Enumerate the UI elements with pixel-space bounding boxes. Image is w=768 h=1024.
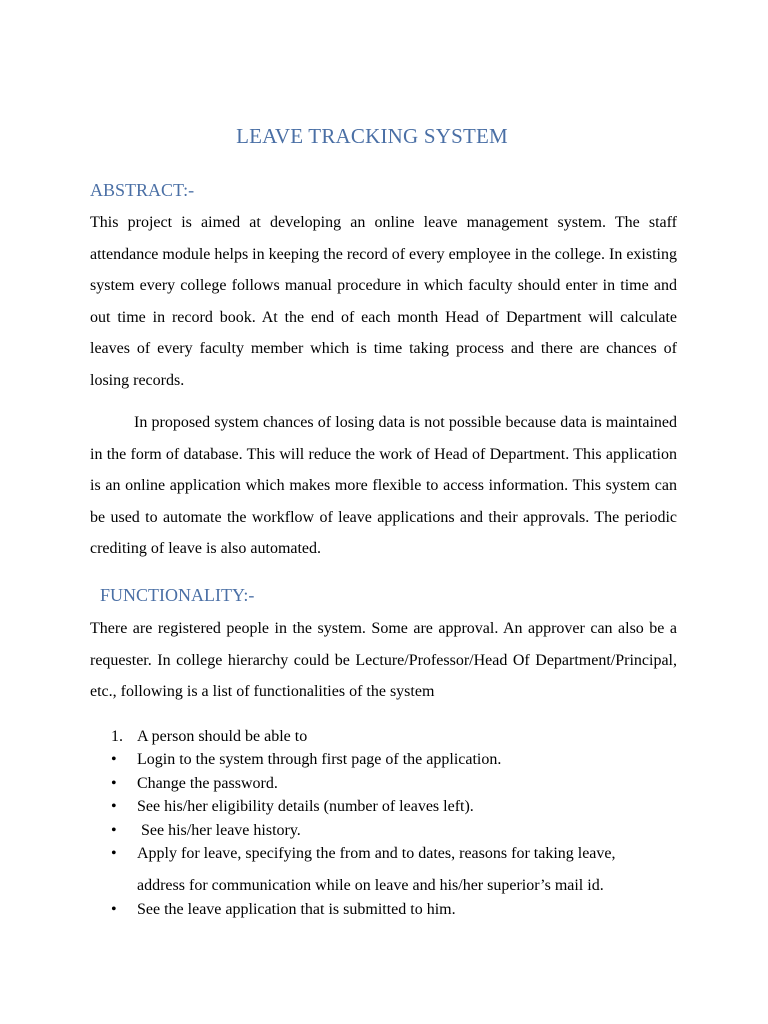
document-title: LEAVE TRACKING SYSTEM: [236, 124, 508, 148]
list-item: [90, 725, 690, 748]
functionality-paragraph: There are registered people in the system. Some are approval. An approver can also be a requester. In college hierarchy could be Lecture/Professor/Head Of Department/Principal, etc., following is a list of functionalities of the system: [90, 620, 677, 701]
list-item: [90, 842, 690, 898]
list-item: [90, 772, 690, 795]
bullet-icon: •: [111, 845, 117, 863]
list-item-text: See his/her eligibility details (number of leaves left).: [137, 798, 474, 816]
list-item: [90, 748, 690, 771]
list-item-text: Apply for leave, specifying the from and to dates, reasons for taking leave,: [137, 845, 616, 863]
list-item: [90, 795, 690, 818]
list-item: [90, 819, 690, 842]
list-item-text: Change the password.: [137, 774, 278, 792]
bullet-icon: •: [111, 821, 117, 839]
bullet-icon: •: [111, 900, 117, 918]
list-item-text: See the leave application that is submitted to him.: [137, 900, 456, 918]
list-item-text: Login to the system through first page of the application.: [137, 751, 502, 769]
list-item-text: A person should be able to: [137, 728, 308, 745]
list-number: 1.: [111, 728, 123, 745]
list-item-text: See his/her leave history.: [137, 821, 301, 839]
abstract-heading: ABSTRACT:-: [90, 180, 195, 200]
functionality-list: [90, 725, 690, 921]
abstract-paragraph-1: This project is aimed at developing an online leave management system. The staff attendance module helps in keeping the record of every employee in the college. In existing system every college follows manual procedure in which faculty should enter in time and out time in record book. At the end of each month Head of Department will calculate leaves of every faculty member which is time taking process and there are chances of losing records.: [90, 214, 677, 389]
bullet-icon: •: [111, 774, 117, 792]
bullet-icon: •: [111, 798, 117, 816]
abstract-paragraph-2: In proposed system chances of losing data is not possible because data is maintained in the form of database. This will reduce the work of Head of Department. This application is an online application which makes more flexible to access information. This system can be used to automate the workflow of leave applications and their approvals. The periodic crediting of leave is also automated.: [90, 414, 677, 558]
list-item: [90, 898, 690, 921]
functionality-heading: FUNCTIONALITY:-: [100, 585, 255, 605]
bullet-icon: •: [111, 751, 117, 769]
list-item-text-continued: address for communication while on leave and his/her superior’s mail id.: [137, 877, 604, 895]
